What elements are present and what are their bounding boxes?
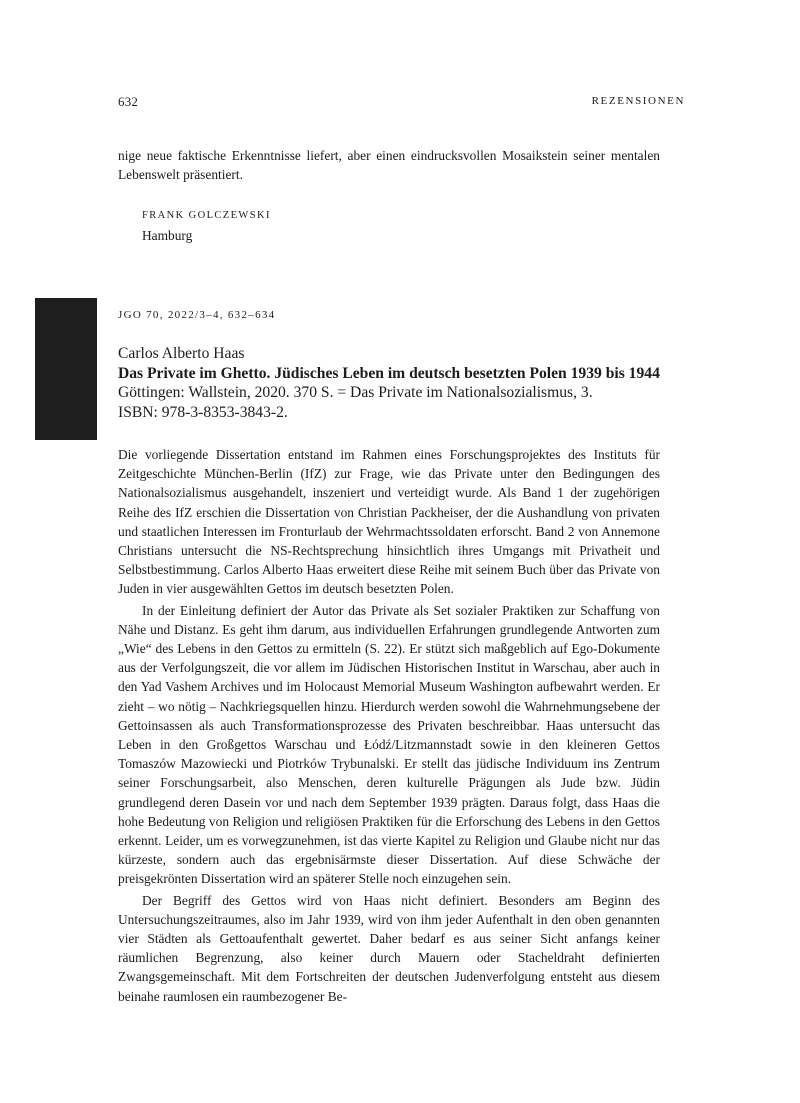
journal-reference: JGO 70, 2022/3–4, 632–634 (118, 309, 276, 321)
book-citation (118, 344, 678, 422)
book-publisher-line: Göttingen: Wallstein, 2020. 370 S. = Das Private im Nationalsozialismus, 3. (118, 384, 593, 401)
reviewer-name: FRANK GOLCZEWSKI (142, 210, 271, 221)
running-head: REZENSIONEN (591, 95, 685, 107)
reviewer-city: Hamburg (142, 228, 193, 243)
page-number: 632 (118, 94, 139, 109)
book-author: Carlos Alberto Haas (118, 345, 245, 362)
section-marker-block (35, 298, 97, 440)
review-paragraph: Die vorliegende Dissertation entstand im Rahmen eines Forschungsprojektes des Instituts für Zeitgeschichte München-Berlin (IfZ) zur Frage, wie das Private unter den Bedingungen des Nationalsozialismus ausgehandelt, inszeniert und verteidigt wurde. Als Band 1 der zugehörigen Reihe des IfZ erschien die Dissertation von Christian Packheiser, der die Aushandlung von privaten und staatlichen Interessen im Fronturlaub der Wehrmachtssoldaten erforscht. Band 2 von Annemone Christians untersucht die NS-Rechtsprechung hinsichtlich ihres Umgangs mit Privatheit und Selbstbestimmung. Carlos Alberto Haas erweitert diese Reihe mit seinem Buch über das Private von Juden in vier ausgewählten Gettos im deutsch besetzten Polen. (118, 447, 660, 597)
book-title: Das Private im Ghetto. Jüdisches Leben im deutsch besetzten Polen 1939 bis 1944 (118, 364, 660, 382)
previous-review-closing-text: nige neue faktische Erkenntnisse liefert, aber einen eindrucksvollen Mosaikstein seiner mentalen Lebenswelt präsentiert. (118, 148, 660, 182)
book-isbn: ISBN: 978-3-8353-3843-2. (118, 403, 288, 421)
review-paragraph: Der Begriff des Gettos wird von Haas nicht definiert. Besonders am Beginn des Untersuchungszeitraumes, also im Jahr 1939, wird von ihm jeder Aufenthalt in den oben genannten vier Städten als Gettoaufenthalt gewertet. Daher bedarf es aus seiner Sicht anfangs keiner räumlichen Begrenzung, also keiner durch Mauern oder Stacheldraht definierten Zwangsgemeinschaft. Mit dem Fortschreiten der deutschen Judenverfolgung entsteht aus diesem beinahe raumlosen ein raumbezogener Be- (118, 892, 660, 1004)
review-body (118, 445, 660, 1006)
review-paragraph: In der Einleitung definiert der Autor das Private als Set sozialer Praktiken zur Schaffung von Nähe und Distanz. Es geht ihm darum, aus individuellen Erfahrungen grundlegende Antworten zum „Wie“ des Lebens in den Gettos zu ermitteln (S. 22). Er stützt sich maßgeblich auf Ego-Dokumente aus der Verfolgungszeit, die vor allem im Jüdischen Historischen Institut in Warschau, aber auch in den Yad Vashem Archives und im Holocaust Memorial Museum Washington aufbewahrt werden. Er zieht – wo nötig – Nachkriegsquellen hinzu. Hierdurch werden sowohl die Wahrnehmungsebene der Gettoinsassen als auch Transformationsprozesse des Privaten beschreibbar. Haas untersucht das Leben in den Großgettos Warschau und Łódź/Litzmannstadt sowie in den kleineren Gettos Tomaszów Mazowiecki und Piotrków Trybunalski. Er stellt das jüdische Individuum ins Zentrum seiner Forschungsarbeit, also Menschen, deren kulturelle Prägungen als Jude bzw. Jüdin grundlegend deren Dasein vor und nach dem September 1939 prägten. Daraus folgt, dass Haas die hohe Bedeutung von Religion und religiösen Praktiken für die Erforschung des Lebens in den Gettos erkennt. Leider, um es vorwegzunehmen, ist das vierte Kapitel zu Religion und Glaube nicht nur das kürzeste, sondern auch das ergebnisärmste dieser Dissertation. Auf diese Schwäche der preisgekrönten Dissertation wird an späterer Stelle noch einzugehen sein. (118, 602, 660, 887)
